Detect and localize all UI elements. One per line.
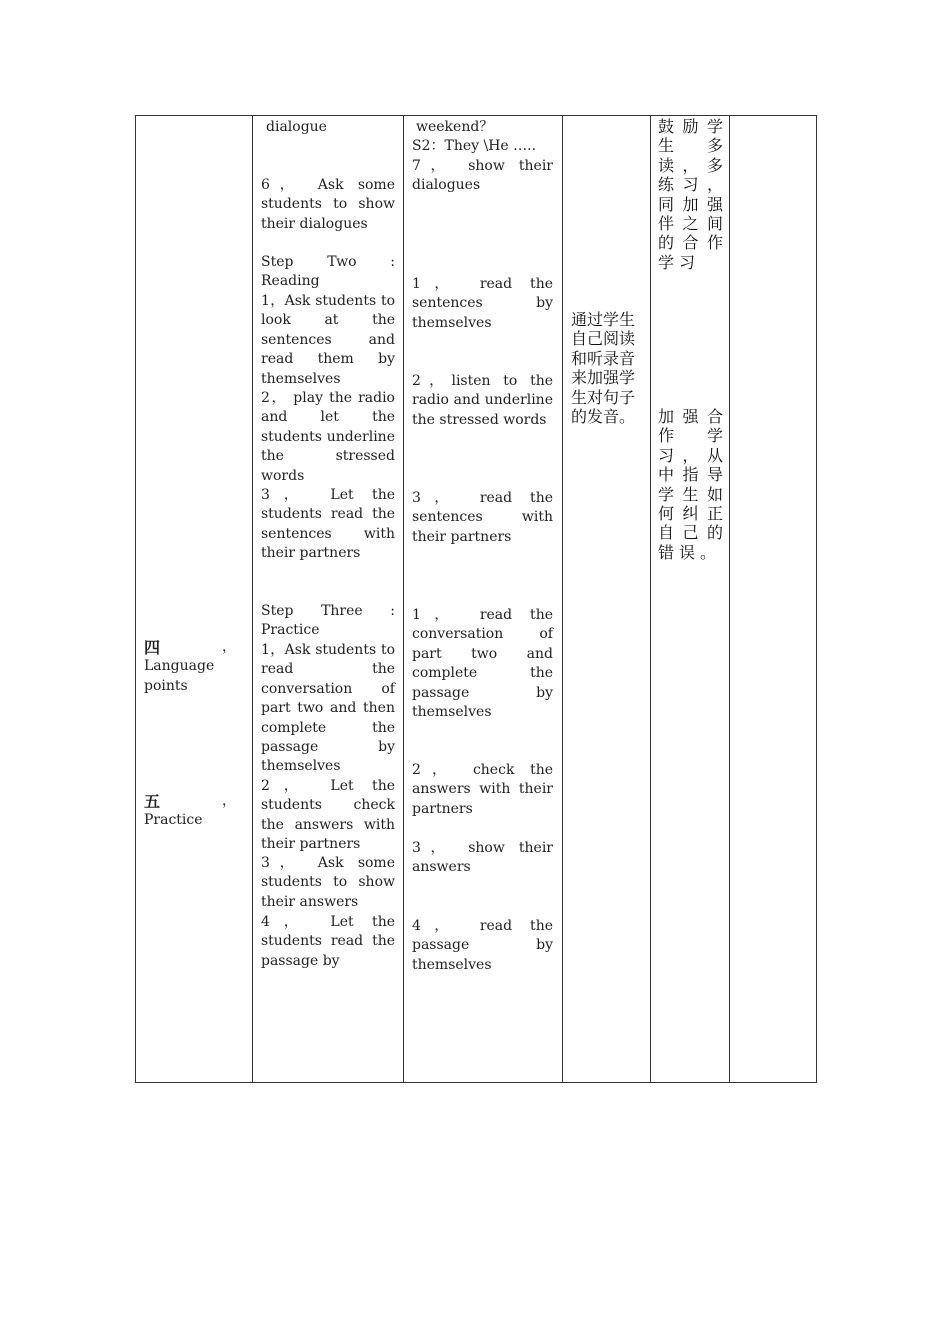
teacher-activity-column (253, 116, 404, 1083)
step-three-subheading: Practice (261, 622, 320, 638)
student-practice-2: 2， check the answers with their partners (412, 762, 553, 817)
teacher-reading-2: 2， play the radio and let the students underline the stressed words (261, 390, 395, 484)
lesson-plan-table (135, 115, 817, 1083)
student-activity-column (404, 116, 563, 1083)
teacher-practice-3: 3， Ask some students to show their answers (261, 855, 395, 910)
blank-column (730, 116, 817, 1083)
step-two-heading: Step Two : (261, 254, 395, 270)
student-practice-1: 1， read the conversation of part two and complete the passage by themselves (412, 607, 553, 721)
note-encourage-text: 鼓励学生多读，多练习，同加强伴之间的合作学习 (658, 117, 728, 272)
stage-number-four: 四 (144, 638, 161, 657)
student-reading-2: 2，listen to the radio and underline the stressed words (412, 373, 553, 428)
note-cooperate-text: 加强合作学习，从中指导学生如何纠正自己的错误。 (658, 407, 728, 562)
teacher-reading-3: 3， Let the students read the sentences with their partners (261, 487, 395, 562)
step-two-subheading: Reading (261, 273, 320, 289)
stage-practice-label: Practice (144, 812, 203, 829)
teacher-dialogue-line: dialogue (266, 119, 327, 135)
student-practice-4: 4， read the passage by themselves (412, 918, 553, 973)
teacher-practice-1: 1，Ask students to read the conversation of part two and then complete the passage by themselves (261, 642, 395, 775)
stage-separator: ， (222, 793, 236, 809)
student-s2-line: S2：They \He ….. (412, 138, 537, 154)
student-reading-3: 3， read the sentences with their partners (412, 490, 553, 545)
purpose-column (563, 116, 651, 1083)
student-reading-1: 1， read the sentences by themselves (412, 276, 553, 331)
teacher-reading-1: 1，Ask students to look at the sentences and read them by themselves (261, 293, 395, 387)
notes-column (651, 116, 730, 1083)
teacher-item-6: 6， Ask some students to show their dialogues (261, 177, 395, 232)
stage-language-points-label: Language points (144, 658, 215, 694)
stage-practice (144, 792, 236, 831)
teacher-practice-4: 4， Let the students read the passage by (261, 914, 395, 969)
stage-language-points (144, 638, 236, 696)
stage-number-five: 五 (144, 792, 161, 811)
teacher-practice-2: 2， Let the students check the answers with their partners (261, 778, 395, 853)
student-practice-3: 3， show their answers (412, 840, 553, 876)
student-item-7: 7， show their dialogues (412, 158, 553, 194)
purpose-reading-text: 通过学生自己阅读和听录音来加强学生对句子的发音。 (571, 310, 636, 427)
step-three-heading: Step Three : (261, 603, 395, 619)
student-weekend-line: weekend？ (416, 119, 494, 135)
stage-separator: ， (222, 639, 236, 655)
stage-column (136, 116, 253, 1083)
